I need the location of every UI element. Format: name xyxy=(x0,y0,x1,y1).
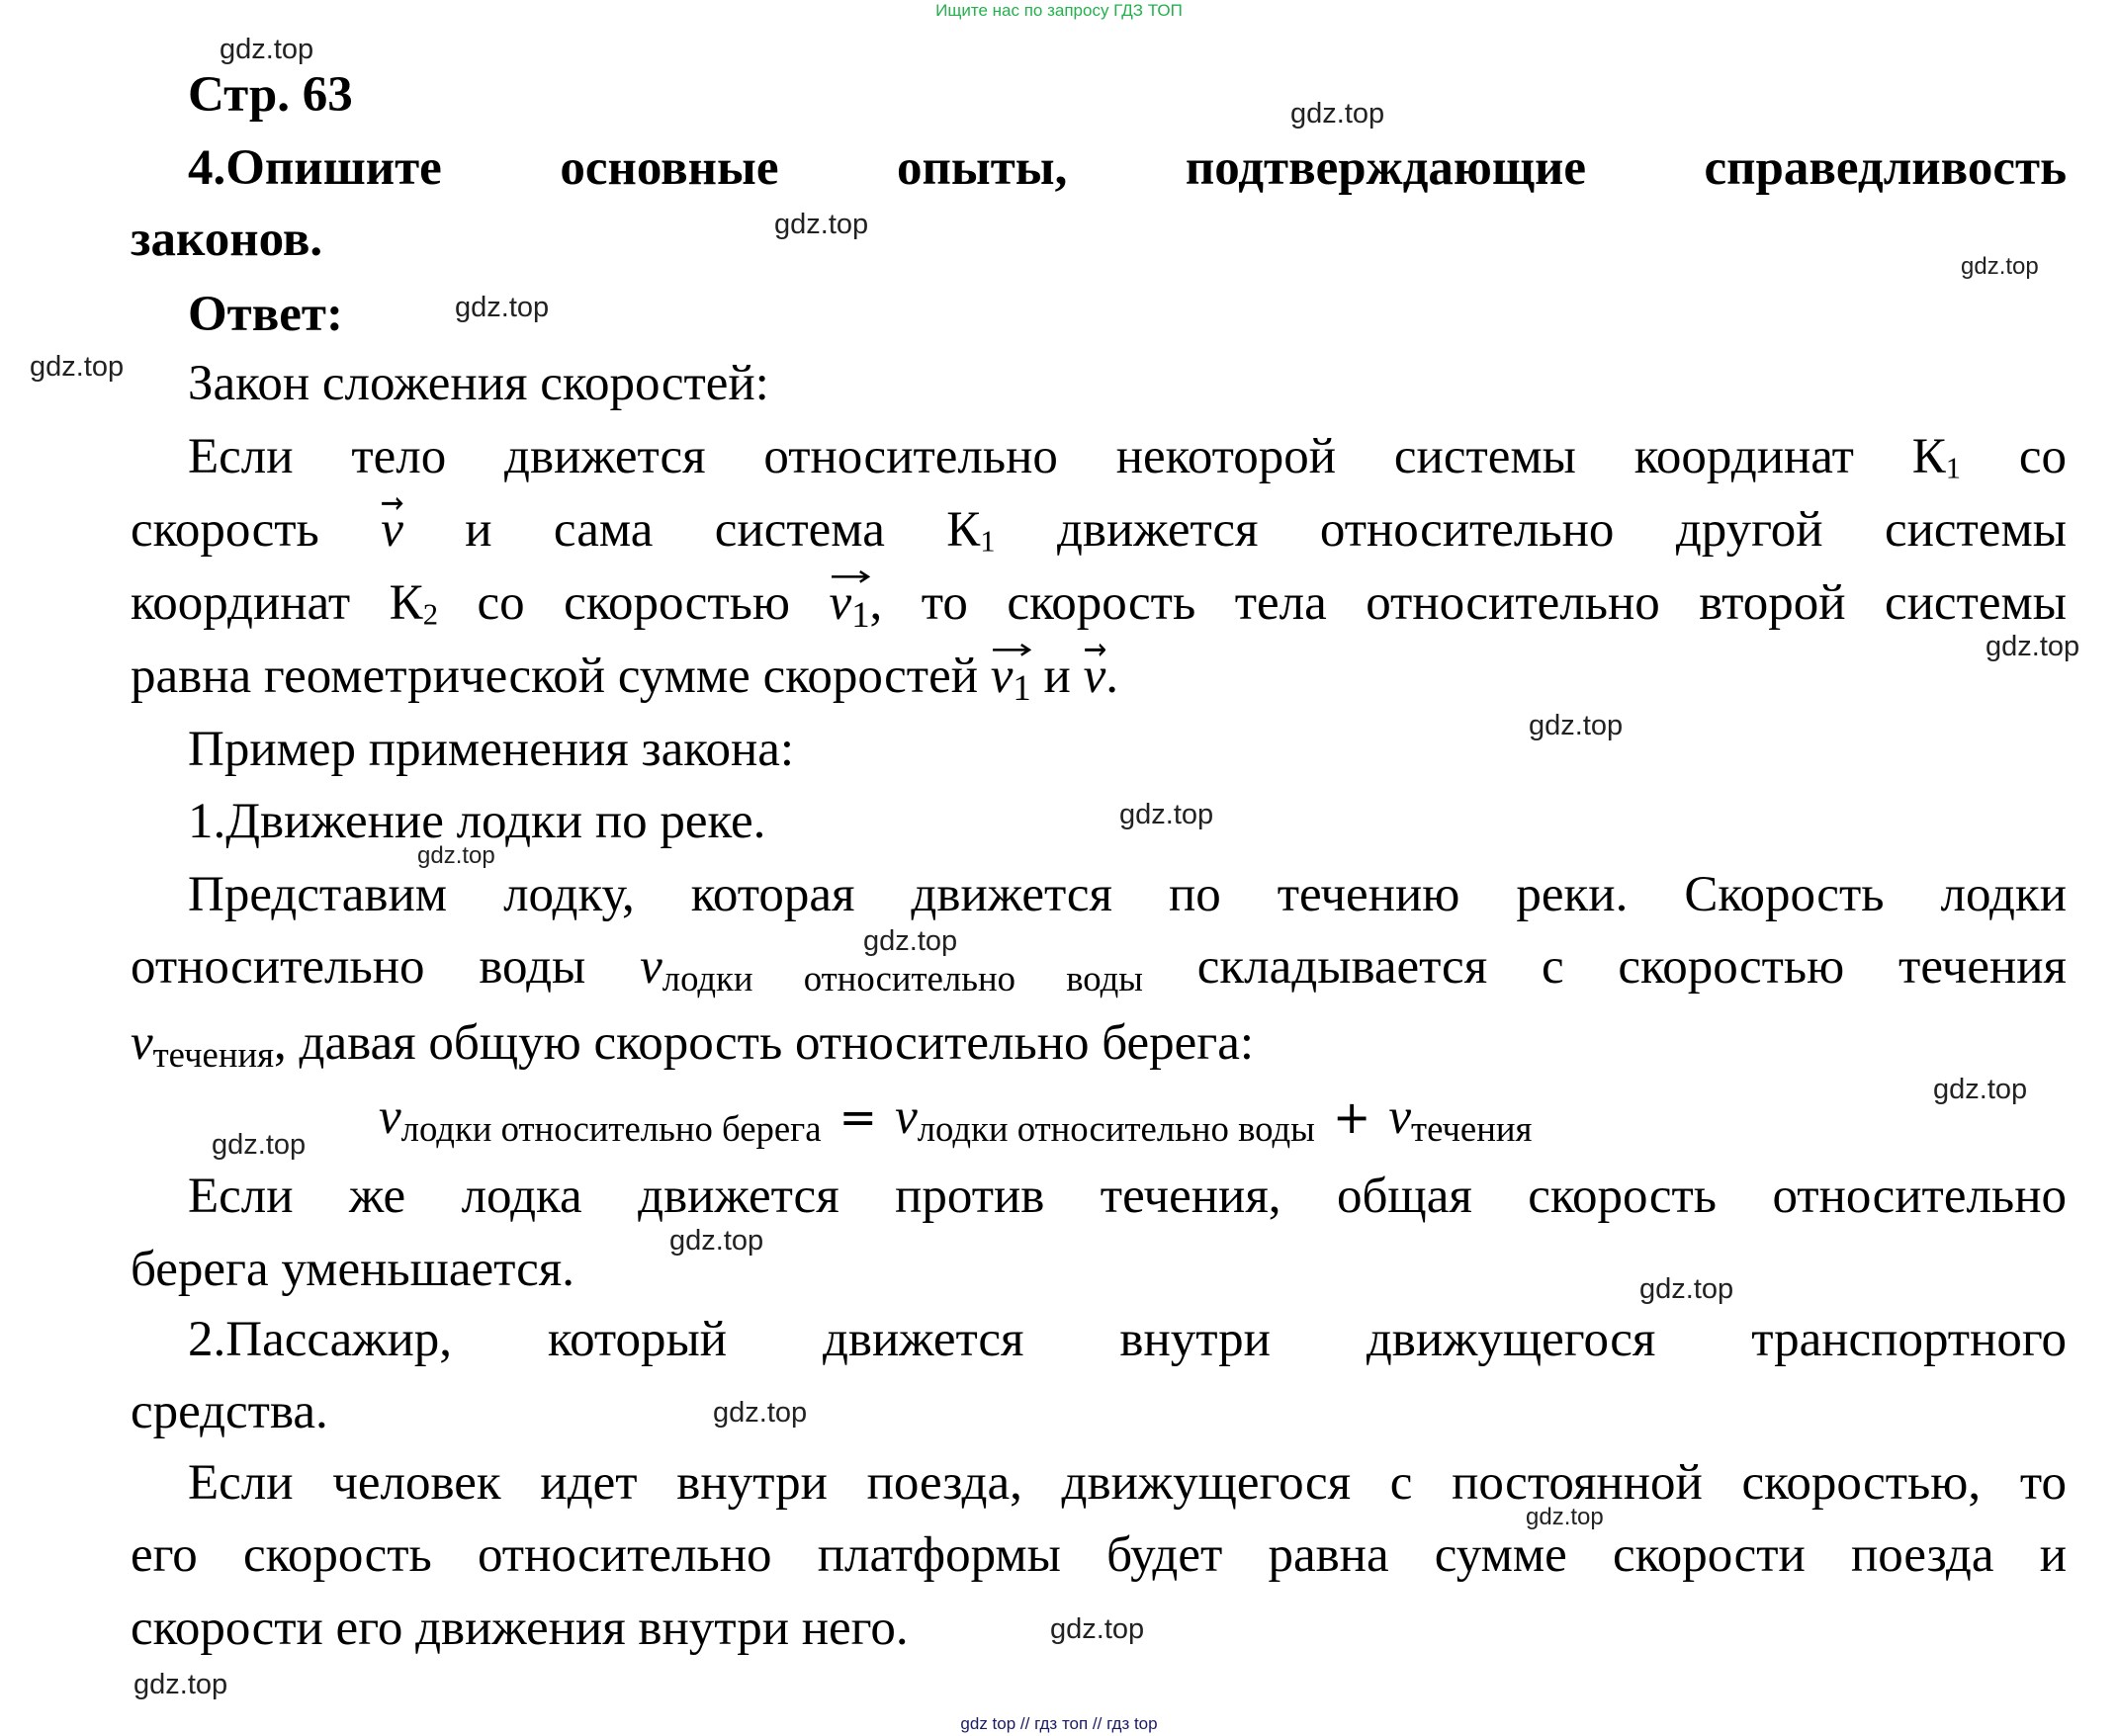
v-boat-water: $v_{лодки относительно воды}$ xyxy=(640,939,1143,999)
example-2-line-1: Если человек идет внутри поезда, движущегося с постоянной скоростью, то xyxy=(188,1455,2067,1511)
watermark: gdz.top xyxy=(1119,799,1214,830)
watermark: gdz.top xyxy=(1986,631,2080,662)
law-title: Закон сложения скоростей: xyxy=(188,356,769,411)
watermark: gdz.top xyxy=(669,1225,764,1257)
watermark: gdz.top xyxy=(212,1129,307,1161)
example-1-line-5: берега уменьшается. xyxy=(131,1242,574,1297)
vector-v1: $v_1$ xyxy=(991,647,1031,718)
watermark: gdz.top xyxy=(1529,710,1624,741)
watermark: gdz.top xyxy=(133,1669,228,1700)
watermark: gdz.top xyxy=(1639,1273,1734,1305)
law-line-1: Если тело движется относительно некоторой системы координат К1 со xyxy=(188,429,2067,485)
top-banner: Ищите нас по запросу ГДЗ ТОП xyxy=(935,1,1183,20)
watermark: gdz.top xyxy=(1050,1613,1145,1645)
watermark: gdz.top xyxy=(1961,253,2039,280)
watermark: gdz.top xyxy=(417,842,495,869)
question-line-1: 4.Опишите основные опыты, подтверждающие справедливость xyxy=(188,140,2068,196)
watermark: gdz.top xyxy=(30,351,125,383)
example-1-line-2: относительно воды $v_{лодки относительно воды}$ складывается с скоростью течения xyxy=(131,939,2068,999)
law-line-3: координат К2 со скоростью $v_1$ , то скорость тела относительно второй системы xyxy=(131,573,2067,645)
watermark: gdz.top xyxy=(455,292,550,323)
answer-label: Ответ: xyxy=(188,287,343,342)
page-reference: Стр. 63 xyxy=(188,67,353,123)
example-1-line-3: $v_{течения}$, давая общую скорость относительно берега: xyxy=(131,1015,1255,1076)
example-1-title: 1.Движение лодки по реке. xyxy=(188,794,766,849)
example-2-line-3: скорости его движения внутри него. xyxy=(131,1601,909,1656)
watermark: gdz.top xyxy=(1933,1074,2028,1105)
example-title: Пример применения закона: xyxy=(188,722,795,777)
law-line-4: равна геометрической сумме скоростей $v_1$ и v . xyxy=(131,647,1118,718)
example-2-title: 2.Пассажир, который движется внутри движущегося транспортного xyxy=(188,1312,2068,1367)
example-1-line-4: Если же лодка движется против течения, общая скорость относительно xyxy=(188,1169,2067,1224)
watermark: gdz.top xyxy=(1290,98,1385,130)
example-1-line-1: Представим лодку, которая движется по течению реки. Скорость лодки xyxy=(188,867,2067,922)
vector-v: v xyxy=(1084,647,1106,706)
example-2-line-2: его скорость относительно платформы будет равна сумме скорости поезда и xyxy=(131,1527,2067,1583)
example-2-title-line-2: средства. xyxy=(131,1384,328,1439)
velocity-formula: $v_{лодки относительно берега} = v_{лодки относительно воды} + v_{течения}$ xyxy=(379,1089,1533,1150)
question-line-2: законов. xyxy=(131,212,323,267)
footer: gdz top // гдз топ // гдз top xyxy=(960,1714,1158,1733)
watermark: gdz.top xyxy=(1526,1504,1604,1530)
watermark: gdz.top xyxy=(863,925,958,957)
vector-v1: $v_1$ xyxy=(830,573,870,645)
watermark: gdz.top xyxy=(713,1397,808,1429)
vector-v: v xyxy=(381,500,403,560)
law-line-2: скорость v и сама система К1 движется относительно другой системы xyxy=(131,500,2067,571)
watermark: gdz.top xyxy=(774,209,869,240)
watermark: gdz.top xyxy=(220,34,314,65)
v-current: $v_{течения}$ xyxy=(131,1015,275,1076)
